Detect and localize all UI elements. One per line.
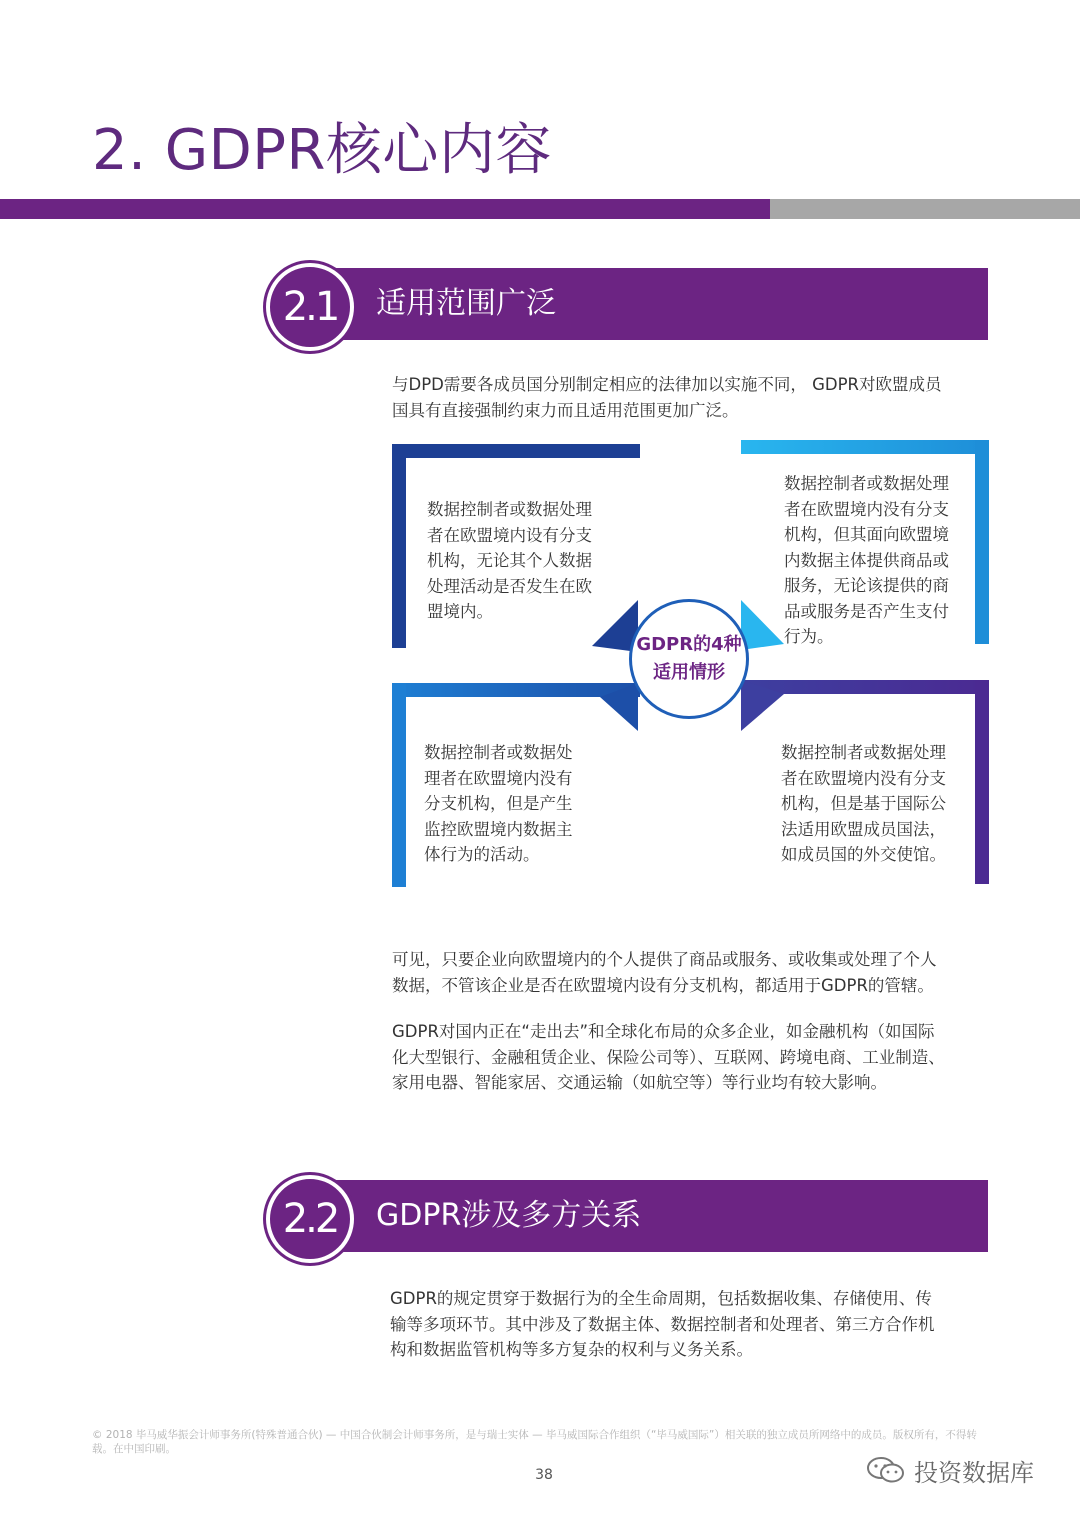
text-line: 行为。 (784, 627, 834, 646)
section-number-badge: 2.2 (266, 1175, 354, 1263)
wechat-icon (866, 1455, 906, 1485)
text-line: 者在欧盟境内没有分支 (781, 768, 946, 788)
relations-paragraph (390, 1286, 990, 1363)
text-line: 构和数据监管机构等多方复杂的权利与义务关系。 (390, 1340, 753, 1359)
text-line: 适用情形 (653, 662, 725, 683)
impact-paragraph (392, 1019, 1007, 1096)
text-line: 服务，无论该提供的商 (784, 576, 949, 595)
text-line: 数据控制者或数据处 (424, 743, 573, 762)
text-line: 者在欧盟境内设有分支 (427, 525, 592, 545)
text-line: 数据控制者或数据处理 (781, 743, 946, 762)
section-title: 适用范围广泛 (376, 286, 556, 321)
text-line: 机构，无论其个人数据 (427, 551, 592, 570)
section-title: GDPR涉及多方关系 (376, 1198, 642, 1233)
text-line: 国具有直接强制约束力而且适用范围更加广泛。 (392, 400, 739, 420)
conclusion-paragraph (392, 947, 992, 998)
text-line: 分支机构，但是产生 (424, 794, 573, 813)
text-line: 品或服务是否产生支付 (784, 601, 949, 621)
text-line: 与DPD需要各成员国分别制定相应的法律加以实施不同， GDPR对欧盟成员 (392, 375, 942, 394)
copyright-footer: © 2018 毕马威华振会计师事务所(特殊普通合伙) — 中国合伙制会计师事务所，是与瑞士实体 — 毕马威国际合作组织（“毕马威国际”）相关联的独立成员所网络中的成员。版权所有，不得转载。在中国印刷。 (92, 1429, 977, 1455)
text-line: 内数据主体提供商品或 (784, 550, 949, 570)
text-line: 机构，但其面向欧盟境 (784, 525, 949, 544)
text-line: 数据控制者或数据处理 (784, 474, 949, 493)
watermark-text: 投资数据库 (914, 1458, 1034, 1487)
text-line: 处理活动是否发生在欧 (427, 576, 592, 596)
text-line: 理者在欧盟境内没有 (424, 768, 573, 788)
text-line: 体行为的活动。 (424, 845, 540, 864)
scope-case-box-2 (784, 471, 984, 650)
page-title: 2. GDPR核心内容 (92, 118, 552, 183)
text-line: 家用电器、智能家居、交通运输（如航空等）等行业均有较大影响。 (392, 1073, 887, 1092)
watermark (866, 1452, 1034, 1488)
text-line: 监控欧盟境内数据主 (424, 819, 573, 839)
text-line: 输等多项环节。其中涉及了数据主体、数据控制者和处理者、第三方合作机 (390, 1314, 935, 1334)
text-line: 机构，但是基于国际公 (781, 794, 946, 813)
scope-case-box-1 (427, 497, 627, 625)
text-line: 化大型银行、金融租赁企业、保险公司等）、互联网、跨境电商、工业制造、 (392, 1047, 945, 1067)
scope-case-box-4 (781, 740, 981, 868)
text-line: GDPR的规定贯穿于数据行为的全生命周期，包括数据收集、存储使用、传 (390, 1289, 932, 1308)
text-line: 数据，不管该企业是否在欧盟境内设有分支机构，都适用于GDPR的管辖。 (392, 975, 934, 995)
text-line: 可见，只要企业向欧盟境内的个人提供了商品或服务、或收集或处理了个人 (392, 950, 937, 969)
text-line: GDPR对国内正在“走出去”和全球化布局的众多企业，如金融机构（如国际 (392, 1022, 935, 1041)
diagram-center-label (629, 599, 749, 719)
section-number-badge: 2.1 (266, 263, 354, 351)
section-header-2-2 (266, 1177, 988, 1255)
text-line: 法适用欧盟成员国法， (781, 819, 946, 839)
page-number: 38 (535, 1467, 553, 1483)
text-line: 者在欧盟境内没有分支 (784, 499, 949, 519)
text-line: 如成员国的外交使馆。 (781, 845, 946, 864)
scope-case-box-3 (424, 740, 614, 868)
text-line: 数据控制者或数据处理 (427, 500, 592, 519)
text-line: GDPR的4种 (636, 634, 742, 655)
text-line: 盟境内。 (427, 602, 493, 621)
